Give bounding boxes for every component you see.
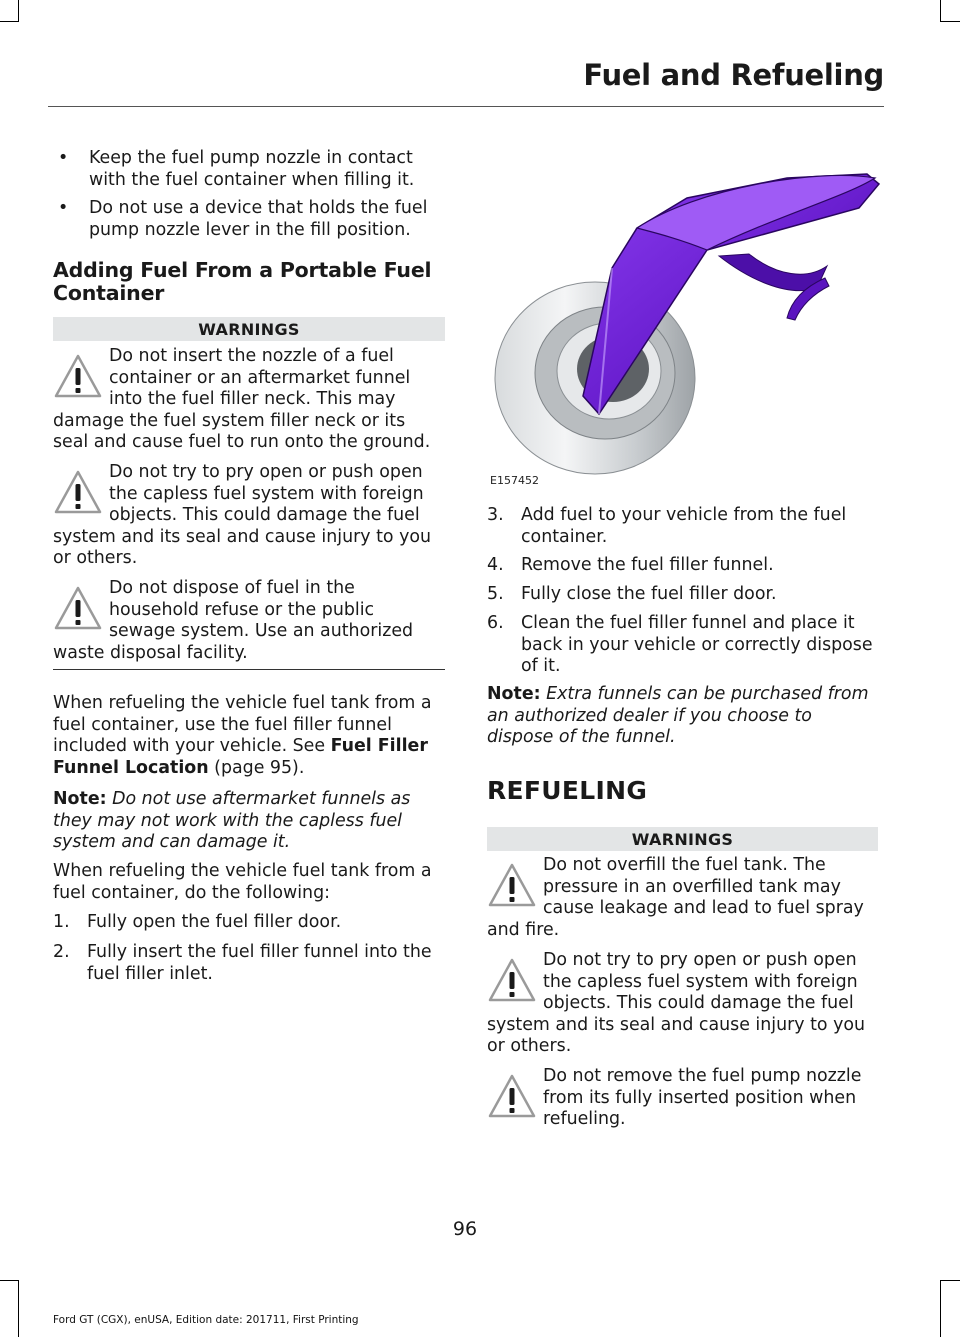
warning-triangle-icon [487, 1072, 537, 1122]
warning-triangle-icon [53, 352, 103, 402]
warning-item [53, 462, 445, 570]
warning-text: Do not remove the fuel pump nozzle from its fully inserted position when refueling. [543, 1066, 862, 1129]
warning-text: Do not dispose of fuel in the household refuse or the public sewage system. Use an authorized waste disposal facility. [53, 578, 414, 663]
bullet-item [53, 198, 445, 241]
crop-mark [18, 0, 19, 22]
bullet-dot: • [58, 198, 69, 218]
footer-edition: Ford GT (CGX), enUSA, Edition date: 201711, First Printing [53, 1314, 359, 1326]
warning-item [487, 950, 878, 1058]
crop-mark [940, 0, 941, 22]
warning-triangle-icon [487, 861, 537, 911]
warning-item [53, 578, 445, 664]
step-item [53, 912, 445, 934]
warning-text: Do not overfill the fuel tank. The pressure in an overfilled tank may cause leakage and lead to fuel spray and fire. [487, 855, 864, 940]
step-text: Fully close the fuel filler door. [521, 584, 777, 604]
paragraph-text: When refueling the vehicle fuel tank from a fuel container, use the fuel filler funnel included with your vehicle. See [53, 693, 432, 756]
step-item [487, 505, 878, 548]
step-item [487, 584, 878, 606]
bullet-text: Do not use a device that holds the fuel pump nozzle lever in the fill position. [89, 198, 428, 240]
warning-item [53, 346, 445, 454]
crop-mark [0, 1280, 19, 1281]
note-text: Do not use aftermarket funnels as they may not work with the capless fuel system and can damage it. [53, 789, 411, 852]
figure-id: E157452 [490, 474, 539, 487]
warnings-end-rule [53, 669, 445, 670]
step-number: 5. [487, 584, 504, 604]
bullet-item [53, 148, 445, 191]
section-heading: REFUELING [487, 776, 648, 805]
note-label: Note: [53, 789, 107, 809]
bullet-dot: • [58, 148, 69, 168]
warnings-bar: WARNINGS [487, 827, 878, 851]
warning-triangle-icon [53, 468, 103, 518]
crop-mark [18, 1280, 19, 1337]
step-item [487, 555, 878, 577]
cross-reference-link[interactable]: Fuel Filler Funnel Location [53, 736, 428, 778]
crop-mark [940, 1280, 960, 1281]
warning-text: Do not try to pry open or push open the capless fuel system with foreign objects. This could damage the fuel system and its seal and cause injury to you or others. [487, 950, 866, 1056]
header-rule [48, 106, 884, 107]
step-number: 1. [53, 912, 70, 932]
step-text: Clean the fuel filler funnel and place it back in your vehicle or correctly dispose of it. [521, 613, 873, 676]
warning-item [487, 1066, 878, 1131]
section-heading: Adding Fuel From a Portable Fuel Container [53, 258, 432, 305]
warning-text: Do not try to pry open or push open the capless fuel system with foreign objects. This could damage the fuel system and its seal and cause injury to you or others. [53, 462, 432, 568]
page-title: Fuel and Refueling [583, 58, 884, 92]
page-number: 96 [452, 1218, 478, 1240]
step-number: 4. [487, 555, 504, 575]
step-number: 3. [487, 505, 504, 525]
warning-text: Do not insert the nozzle of a fuel container or an aftermarket funnel into the fuel filler neck. This may damage the fuel system filler neck or its seal and cause fuel to run onto the ground. [53, 346, 431, 452]
step-number: 6. [487, 613, 504, 633]
step-item [53, 942, 445, 985]
step-item [487, 613, 878, 678]
step-number: 2. [53, 942, 70, 962]
funnel-illustration [487, 168, 883, 490]
warning-triangle-icon [487, 956, 537, 1006]
note-label: Note: [487, 684, 541, 704]
crop-mark [0, 21, 19, 22]
warning-item [487, 855, 878, 941]
note [487, 684, 878, 749]
paragraph: When refueling the vehicle fuel tank from a fuel container, do the following: [53, 861, 432, 903]
crop-mark [940, 1280, 941, 1337]
step-text: Fully open the fuel filler door. [87, 912, 342, 932]
crop-mark [940, 21, 960, 22]
note-text: Extra funnels can be purchased from an authorized dealer if you choose to dispose of the funnel. [487, 684, 869, 747]
note [53, 789, 445, 854]
page-reference: (page 95). [208, 757, 305, 778]
paragraph [53, 693, 445, 779]
page-header [48, 58, 884, 92]
warnings-bar: WARNINGS [53, 317, 445, 341]
warning-triangle-icon [53, 584, 103, 634]
bullet-text: Keep the fuel pump nozzle in contact with the fuel container when filling it. [89, 148, 415, 190]
step-text: Add fuel to your vehicle from the fuel container. [521, 505, 847, 547]
step-text: Fully insert the fuel filler funnel into the fuel filler inlet. [87, 942, 432, 984]
step-text: Remove the fuel filler funnel. [521, 555, 774, 575]
